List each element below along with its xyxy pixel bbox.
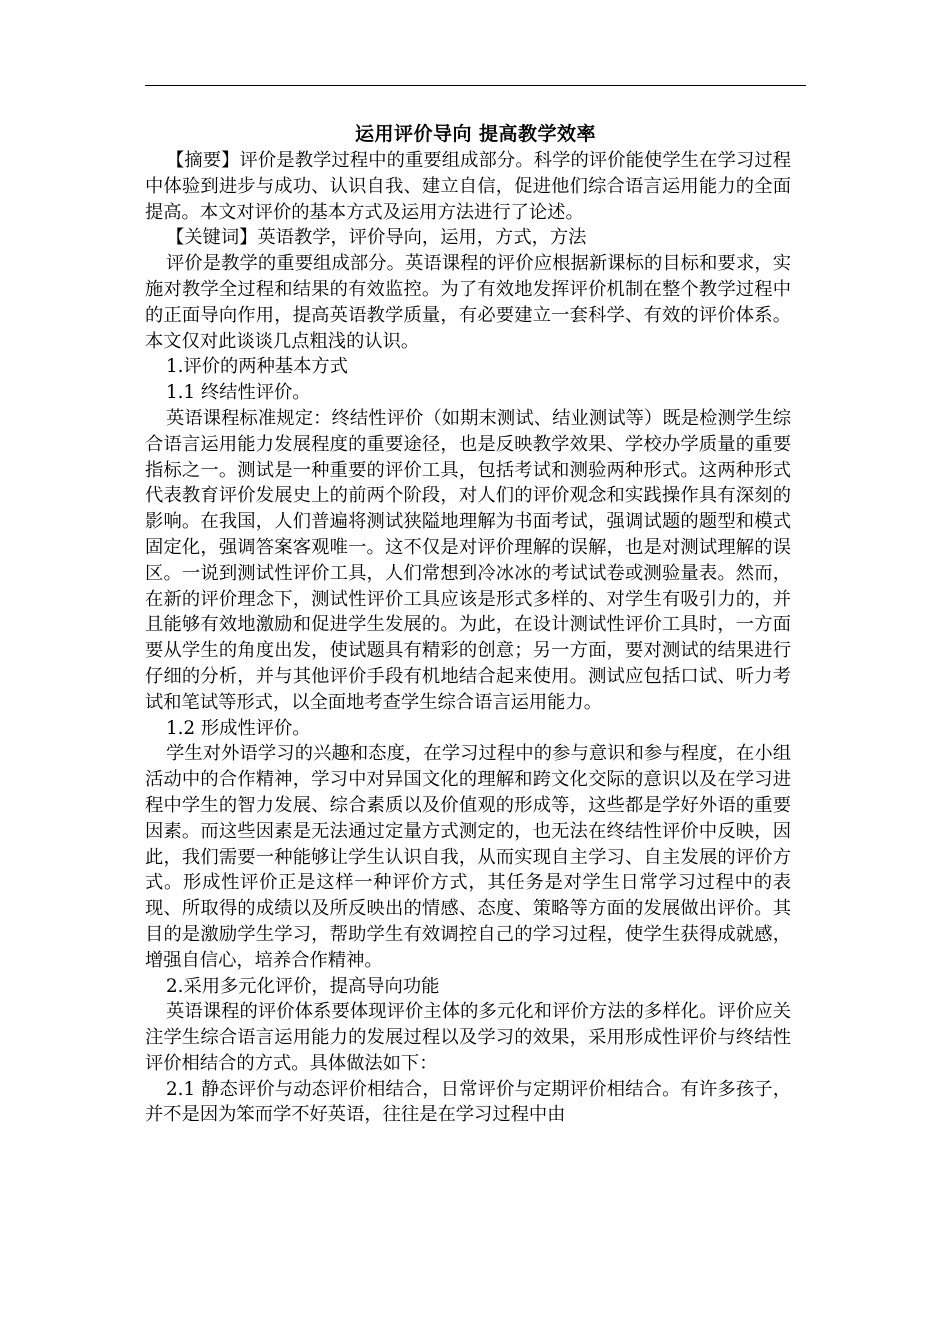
- document-title: 运用评价导向 提高教学效率: [354, 123, 597, 145]
- document-body: [145, 148, 791, 1128]
- abstract-paragraph: 【摘要】评价是教学过程中的重要组成部分。科学的评价能使学生在学习过程中体验到进步与成功、认识自我、建立自信，促进他们综合语言运用能力的全面提高。本文对评价的基本方式及运用方法进行了论述。: [145, 150, 791, 223]
- keywords-paragraph: 【关键词】英语教学，评价导向，运用，方式，方法: [166, 227, 587, 249]
- subsection-heading-1-1: 1.1 终结性评价。: [166, 382, 311, 404]
- subsection-heading-1-2: 1.2 形成性评价。: [166, 717, 311, 739]
- body-paragraph: 英语课程标准规定：终结性评价（如期末测试、结业测试等）既是检测学生综合语言运用能力发展程度的重要途径，也是反映教学效果、学校办学质量的重要指标之一。测试是一种重要的评价工具，包括考试和测验两种形式。这两种形式代表教育评价发展史上的前两个阶段，对人们的评价观念和实践操作具有深刻的影响。在我国，人们普遍将测试狭隘地理解为书面考试，强调试题的题型和模式固定化，强调答案客观唯一。这不仅是对评价理解的误解，也是对测试理解的误区。一说到测试性评价工具，人们常想到冷冰冰的考试试卷或测验量表。然而，在新的评价理念下，测试性评价工具应该是形式多样的、对学生有吸引力的，并且能够有效地激励和促进学生发展的。为此，在设计测试性评价工具时，一方面要从学生的角度出发，使试题具有精彩的创意；另一方面，要对测试的结果进行仔细的分析，并与其他评价手段有机地结合起来使用。测试应包括口试、听力考试和笔试等形式，以全面地考查学生综合语言运用能力。: [145, 407, 791, 713]
- header-rule: [145, 85, 806, 86]
- section-heading-2: 2.采用多元化评价，提高导向功能: [166, 975, 440, 997]
- body-paragraph: 2.1 静态评价与动态评价相结合，日常评价与定期评价相结合。有许多孩子，并不是因为笨而学不好英语，往往是在学习过程中由: [145, 1078, 791, 1126]
- body-paragraph: 学生对外语学习的兴趣和态度，在学习过程中的参与意识和参与程度，在小组活动中的合作精神，学习中对异国文化的理解和跨文化交际的意识以及在学习进程中学生的智力发展、综合素质以及价值观的形成等，这些都是学好外语的重要因素。而这些因素是无法通过定量方式测定的，也无法在终结性评价中反映，因此，我们需要一种能够让学生认识自我，从而实现自主学习、自主发展的评价方式。形成性评价正是这样一种评价方式，其任务是对学生日常学习过程中的表现、所取得的成绩以及所反映出的情感、态度、策略等方面的发展做出评价。其目的是激励学生学习，帮助学生有效调控自己的学习过程，使学生获得成就感，增强自信心，培养合作精神。: [145, 743, 791, 971]
- body-paragraph: 评价是教学的重要组成部分。英语课程的评价应根据新课标的目标和要求，实施对教学全过程和结果的有效监控。为了有效地发挥评价机制在整个教学过程中的正面导向作用，提高英语教学质量，有必要建立一套科学、有效的评价体系。本文仅对此谈谈几点粗浅的认识。: [145, 253, 791, 352]
- section-heading-1: 1.评价的两种基本方式: [166, 356, 348, 378]
- body-paragraph: 英语课程的评价体系要体现评价主体的多元化和评价方法的多样化。评价应关注学生综合语言运用能力的发展过程以及学习的效果，采用形成性评价与终结性评价相结合的方式。具体做法如下：: [145, 1001, 791, 1074]
